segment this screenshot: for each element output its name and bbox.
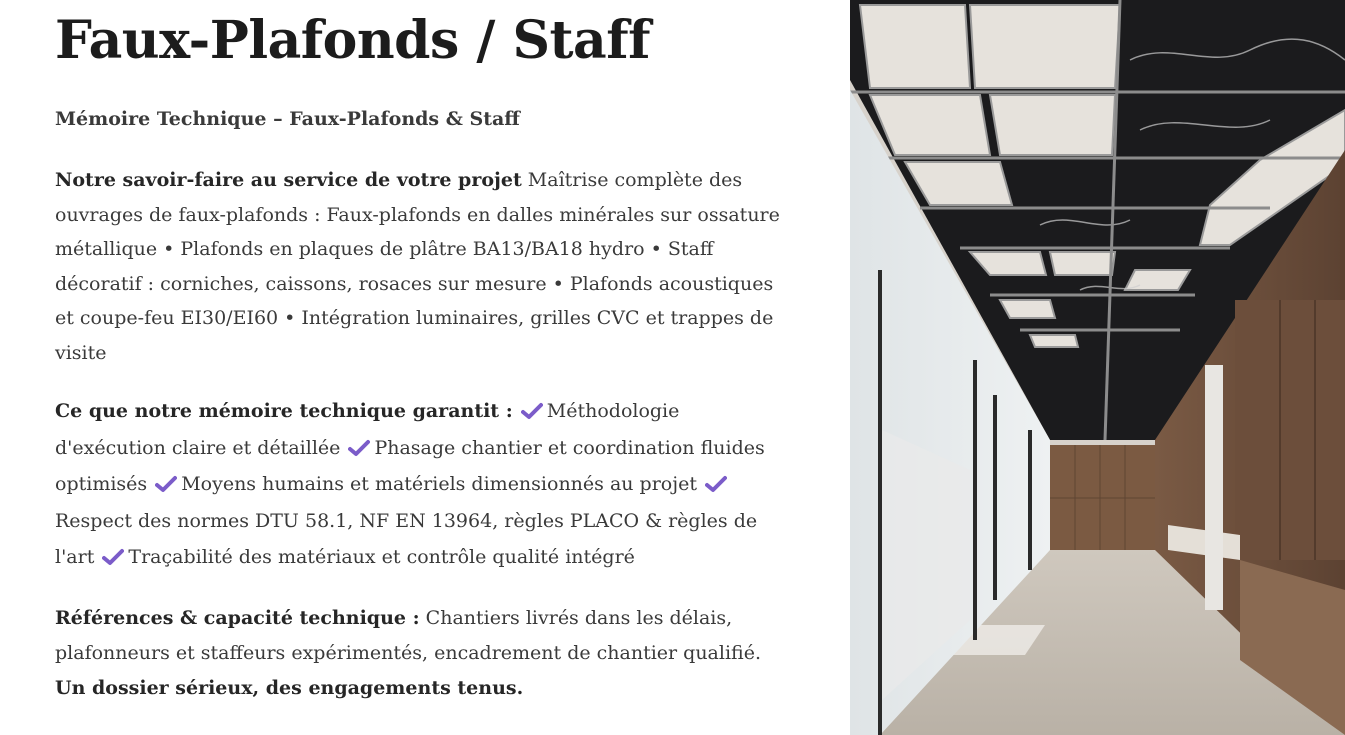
- page-subtitle: Mémoire Technique – Faux-Plafonds & Staff: [55, 108, 520, 130]
- savoir-faire-paragraph: [55, 163, 785, 371]
- check-mark-icon: [102, 542, 124, 560]
- references-closing: Un dossier sérieux, des engagements tenus.: [55, 677, 524, 699]
- garanties-lead: Ce que notre mémoire technique garantit :: [55, 400, 513, 422]
- garantie-item: Moyens humains et matériels dimensionnés au projet: [181, 473, 698, 495]
- corridor-illustration: [850, 0, 1345, 735]
- corridor-ceiling-photo: [850, 0, 1345, 735]
- savoir-faire-lead: Notre savoir-faire au service de votre projet: [55, 169, 522, 191]
- savoir-faire-body: Maîtrise complète des ouvrages de faux-plafonds : Faux-plafonds en dalles minérales sur ossature métallique • Plafonds en plaques de plâtre BA13/BA18 hydro • Staff décoratif : corniches, caissons, rosaces sur mesure • Plafonds acoustiques et coupe-feu EI30/EI60 • Intégration luminaires, grilles CVC et trappes de visite: [55, 169, 780, 364]
- references-paragraph: [55, 601, 785, 706]
- garantie-item: Méthodologie d'exécution claire et détaillée: [55, 400, 680, 459]
- garanties-paragraph: [55, 393, 785, 576]
- garantie-item: Traçabilité des matériaux et contrôle qualité intégré: [128, 546, 635, 568]
- references-body: Chantiers livrés dans les délais, plafonneurs et staffeurs expérimentés, encadrement de chantier qualifié.: [55, 607, 761, 664]
- check-mark-icon: [348, 433, 370, 451]
- check-mark-icon: [155, 469, 177, 487]
- garantie-item: Phasage chantier et coordination fluides optimisés: [55, 436, 765, 495]
- garantie-item: Respect des normes DTU 58.1, NF EN 13964, règles PLACO & règles de l'art: [55, 509, 758, 568]
- check-mark-icon: [705, 469, 727, 487]
- page-title: Faux-Plafonds / Staff: [55, 10, 650, 71]
- check-mark-icon: [521, 396, 543, 414]
- references-lead: Références & capacité technique :: [55, 607, 420, 629]
